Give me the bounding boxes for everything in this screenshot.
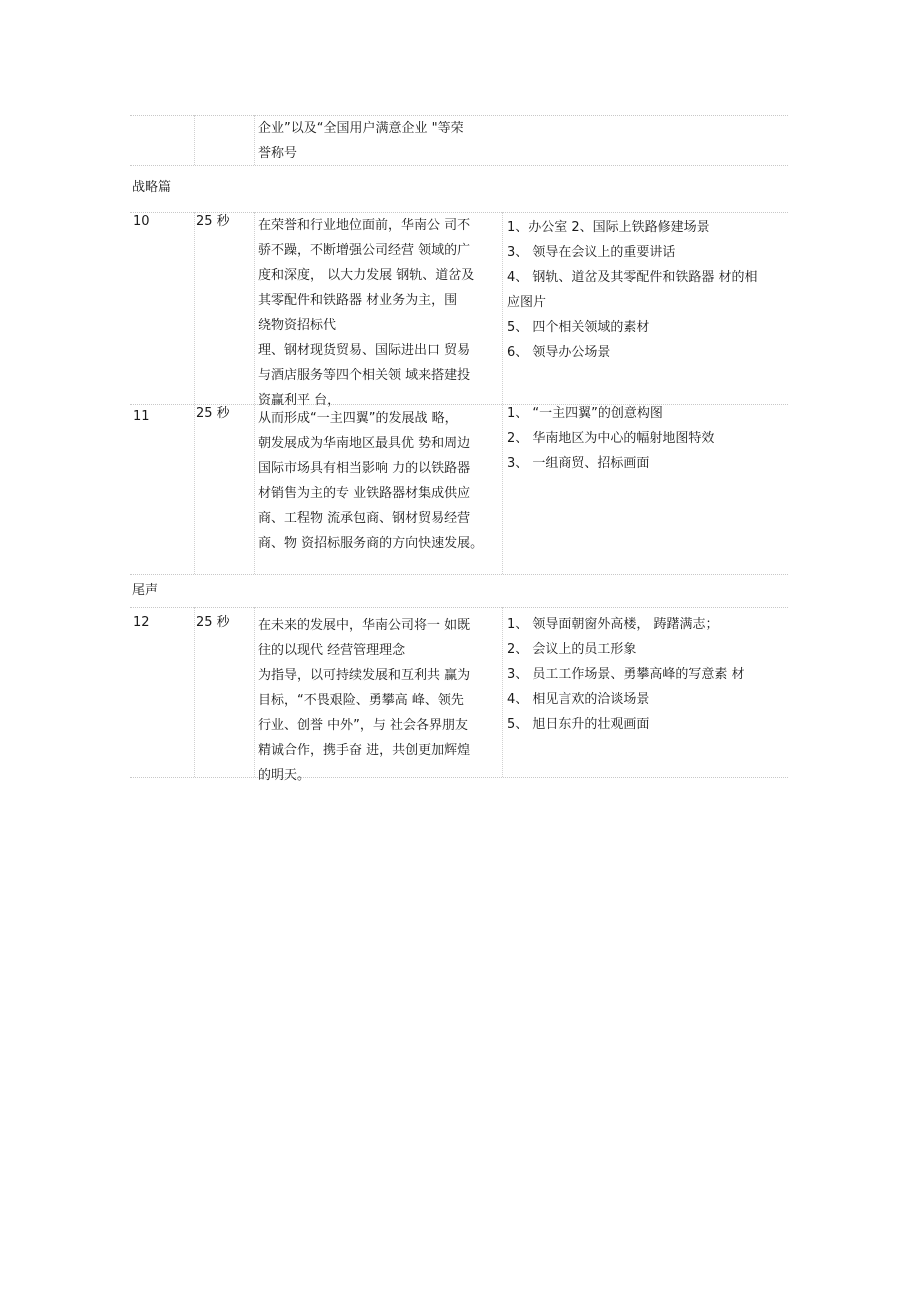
narration-cell: 在未来的发展中，华南公司将一 如既 往的以现代 经营管理理念 为指导，以可持续发展和互利共 赢为 目标，“不畏艰险、勇攀高 峰、领先 行业、创誉 中外”，与 社会各界朋友 精诚合作，携手奋 进，共创更加辉煌 的明天。 bbox=[258, 618, 471, 783]
column-rule bbox=[254, 115, 255, 165]
column-rule bbox=[502, 607, 503, 777]
narration-cell: 在荣誉和行业地位面前，华南公 司不 骄不躁，不断增强公司经营 领域的广 度和深度， 以大力发展 钢轨、道岔及 其零配件和铁路器 材业务为主，围 绕物资招标代 理、钢材现货贸易、国际进出口 贸易 与酒店服务等四个相关领 域来搭建投 资赢利平 台， bbox=[258, 218, 475, 408]
narration-cell: 企业”以及“全国用户满意企业 "等荣 誉称号 bbox=[258, 121, 464, 161]
shots-cell: 1、办公室 2、国际上铁路修建场景 3、 领导在会议上的重要讲话 4、 钢轨、道岔及其零配件和铁路器 材的相 应图片 5、 四个相关领域的素材 6、 领导办公场景 bbox=[507, 220, 758, 360]
shots-cell: 1、 “一主四翼”的创意构图 2、 华南地区为中心的幅射地图特效 3、 一组商贸、招标画面 bbox=[507, 406, 715, 471]
shots-cell: 1、 领导面朝窗外高楼， 踌躇满志； 2、 会议上的员工形象 3、 员工工作场景、勇攀高峰的写意素 材 4、 相见言欢的洽谈场景 5、 旭日东升的壮观画面 bbox=[507, 617, 745, 732]
row-number: 10 bbox=[133, 214, 150, 229]
column-rule bbox=[254, 212, 255, 574]
column-rule bbox=[502, 212, 503, 574]
column-rule bbox=[194, 115, 195, 165]
table-rule bbox=[130, 574, 788, 575]
column-rule bbox=[194, 212, 195, 574]
table-rule bbox=[130, 607, 788, 608]
duration-cell: 25 秒 bbox=[196, 615, 230, 630]
column-rule bbox=[254, 607, 255, 777]
row-number: 12 bbox=[133, 615, 150, 630]
row-number: 11 bbox=[133, 409, 150, 424]
narration-cell: 从而形成“一主四翼”的发展战 略， 朝发展成为华南地区最具优 势和周边 国际市场具有相当影响 力的以铁路器 材销售为主的专 业铁路器材集成供应 商、工程物 流承包商、钢材贸易经营 商、物 资招标服务商的方向快速发展。 bbox=[258, 411, 484, 551]
column-rule bbox=[194, 607, 195, 777]
duration-cell: 25 秒 bbox=[196, 214, 230, 229]
duration-cell: 25 秒 bbox=[196, 406, 230, 421]
section-title-ending: 尾声 bbox=[132, 583, 159, 598]
section-title-strategy: 战略篇 bbox=[132, 180, 172, 195]
